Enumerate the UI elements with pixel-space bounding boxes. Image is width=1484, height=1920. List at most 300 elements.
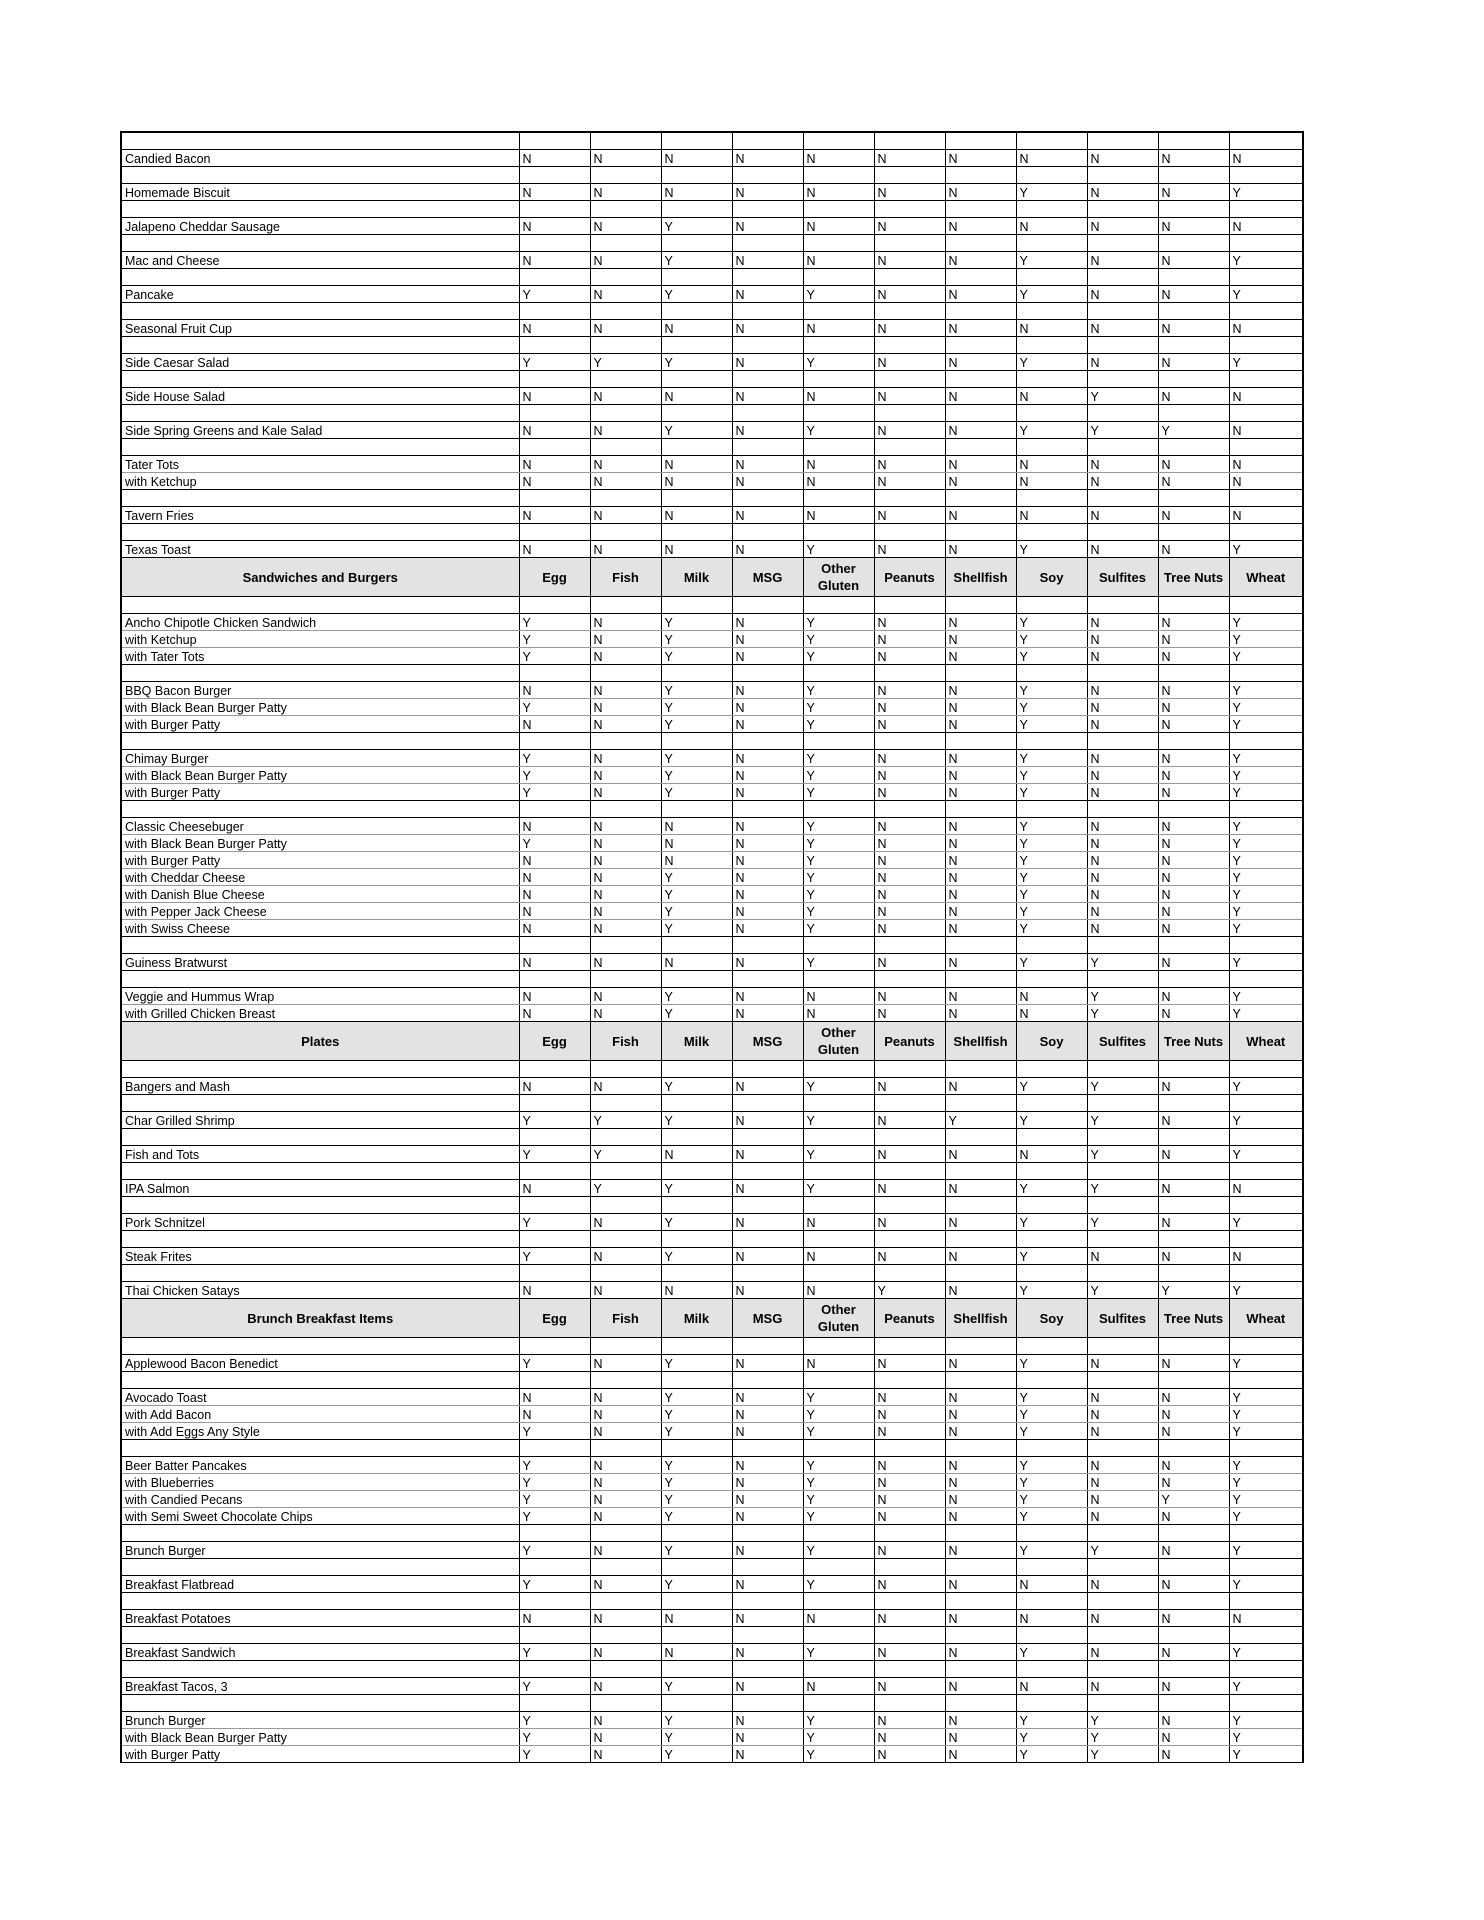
allergen-flag: N xyxy=(590,818,661,835)
allergen-flag: N xyxy=(661,320,732,337)
table-row xyxy=(121,286,1303,303)
spacer-cell xyxy=(874,167,945,184)
allergen-flag: N xyxy=(945,648,1016,665)
spacer-cell xyxy=(661,1265,732,1282)
spacer-cell xyxy=(945,167,1016,184)
allergen-flag: N xyxy=(874,767,945,784)
allergen-flag: N xyxy=(945,507,1016,524)
allergen-flag: Y xyxy=(661,903,732,920)
allergen-flag: N xyxy=(1158,541,1229,558)
spacer-cell xyxy=(590,937,661,954)
allergen-flag: N xyxy=(590,320,661,337)
spacer-cell xyxy=(590,235,661,252)
column-header: Milk xyxy=(661,1022,732,1061)
allergen-flag: N xyxy=(519,507,590,524)
allergen-flag: N xyxy=(945,286,1016,303)
allergen-flag: N xyxy=(945,456,1016,473)
spacer-cell xyxy=(661,801,732,818)
allergen-flag: N xyxy=(803,252,874,269)
allergen-flag: N xyxy=(874,852,945,869)
allergen-flag: N xyxy=(590,920,661,937)
allergen-flag: N xyxy=(945,1406,1016,1423)
allergen-flag: Y xyxy=(1087,1078,1158,1095)
allergen-flag: N xyxy=(1087,541,1158,558)
spacer-row xyxy=(121,1661,1303,1678)
allergen-flag: Y xyxy=(1229,1644,1303,1661)
spacer-cell xyxy=(519,1095,590,1112)
column-header: MSG xyxy=(732,558,803,597)
table-row xyxy=(121,835,1303,852)
spacer-cell xyxy=(661,1593,732,1610)
spacer-cell xyxy=(519,665,590,682)
allergen-flag: N xyxy=(1087,1248,1158,1265)
allergen-flag: N xyxy=(874,1423,945,1440)
allergen-flag: N xyxy=(732,1406,803,1423)
allergen-flag: Y xyxy=(1229,1355,1303,1372)
spacer-cell xyxy=(732,801,803,818)
column-header: Peanuts xyxy=(874,558,945,597)
spacer-cell xyxy=(803,235,874,252)
allergen-flag: N xyxy=(590,1542,661,1559)
spacer-cell xyxy=(945,303,1016,320)
allergen-flag: N xyxy=(1087,750,1158,767)
allergen-flag: N xyxy=(1158,614,1229,631)
allergen-flag: Y xyxy=(1229,1457,1303,1474)
allergen-flag: N xyxy=(1158,682,1229,699)
item-name: Texas Toast xyxy=(121,541,519,558)
allergen-flag: N xyxy=(1087,699,1158,716)
spacer-cell xyxy=(1016,337,1087,354)
spacer-cell xyxy=(590,524,661,541)
spacer-cell xyxy=(732,269,803,286)
spacer-cell xyxy=(519,1061,590,1078)
allergen-flag: N xyxy=(945,1214,1016,1231)
spacer-cell xyxy=(803,1695,874,1712)
allergen-flag: N xyxy=(1229,507,1303,524)
spacer-cell xyxy=(1016,971,1087,988)
allergen-flag: Y xyxy=(1016,1491,1087,1508)
allergen-flag: N xyxy=(519,988,590,1005)
allergen-flag: N xyxy=(1229,422,1303,439)
spacer-cell xyxy=(732,1661,803,1678)
spacer-cell xyxy=(661,1338,732,1355)
allergen-flag: N xyxy=(1087,507,1158,524)
spacer-cell xyxy=(661,1627,732,1644)
allergen-flag: N xyxy=(590,184,661,201)
allergen-flag: Y xyxy=(1087,1712,1158,1729)
table-row xyxy=(121,422,1303,439)
spacer-cell xyxy=(121,597,519,614)
allergen-flag: Y xyxy=(661,1474,732,1491)
allergen-flag: Y xyxy=(519,1423,590,1440)
allergen-flag: N xyxy=(661,184,732,201)
allergen-flag: N xyxy=(1158,1214,1229,1231)
spacer-cell xyxy=(874,665,945,682)
spacer-cell xyxy=(1087,971,1158,988)
column-header: Soy xyxy=(1016,558,1087,597)
spacer-cell xyxy=(732,405,803,422)
allergen-flag: Y xyxy=(519,1355,590,1372)
spacer-cell xyxy=(1016,1163,1087,1180)
allergen-flag: N xyxy=(590,1078,661,1095)
allergen-flag: Y xyxy=(803,835,874,852)
allergen-flag: N xyxy=(803,150,874,167)
spacer-cell xyxy=(803,733,874,750)
spacer-cell xyxy=(121,1061,519,1078)
spacer-cell xyxy=(1016,1197,1087,1214)
spacer-cell xyxy=(1016,1525,1087,1542)
spacer-cell xyxy=(874,971,945,988)
spacer-cell xyxy=(590,132,661,150)
spacer-cell xyxy=(732,1265,803,1282)
allergen-flag: N xyxy=(732,1146,803,1163)
allergen-flag: N xyxy=(732,1508,803,1525)
allergen-flag: N xyxy=(1016,988,1087,1005)
spacer-cell xyxy=(519,371,590,388)
table-row xyxy=(121,920,1303,937)
allergen-flag: N xyxy=(661,835,732,852)
allergen-flag: Y xyxy=(661,422,732,439)
allergen-flag: Y xyxy=(661,1112,732,1129)
spacer-cell xyxy=(661,269,732,286)
spacer-cell xyxy=(121,439,519,456)
allergen-flag: Y xyxy=(1087,1005,1158,1022)
spacer-cell xyxy=(121,1372,519,1389)
allergen-flag: N xyxy=(590,750,661,767)
allergen-flag: N xyxy=(945,252,1016,269)
spacer-cell xyxy=(874,1129,945,1146)
allergen-flag: N xyxy=(1158,784,1229,801)
spacer-cell xyxy=(1229,524,1303,541)
allergen-flag: N xyxy=(1087,1474,1158,1491)
spacer-cell xyxy=(1229,1163,1303,1180)
spacer-cell xyxy=(1016,303,1087,320)
spacer-cell xyxy=(661,665,732,682)
spacer-cell xyxy=(874,524,945,541)
spacer-cell xyxy=(519,1627,590,1644)
allergen-flag: N xyxy=(732,920,803,937)
allergen-flag: Y xyxy=(661,1423,732,1440)
item-name: Breakfast Tacos, 3 xyxy=(121,1678,519,1695)
spacer-cell xyxy=(1229,1627,1303,1644)
table-row xyxy=(121,320,1303,337)
allergen-flag: N xyxy=(732,954,803,971)
spacer-cell xyxy=(1158,1372,1229,1389)
allergen-flag: N xyxy=(945,1457,1016,1474)
allergen-flag: Y xyxy=(661,1712,732,1729)
allergen-flag: N xyxy=(732,1644,803,1661)
column-header: Shellfish xyxy=(945,558,1016,597)
spacer-row xyxy=(121,1095,1303,1112)
allergen-flag: N xyxy=(732,1355,803,1372)
spacer-cell xyxy=(590,597,661,614)
allergen-flag: Y xyxy=(803,1542,874,1559)
spacer-cell xyxy=(1229,201,1303,218)
spacer-cell xyxy=(874,1440,945,1457)
allergen-flag: N xyxy=(590,1355,661,1372)
spacer-cell xyxy=(1158,1231,1229,1248)
allergen-flag: Y xyxy=(661,886,732,903)
spacer-cell xyxy=(874,1095,945,1112)
allergen-flag: N xyxy=(732,286,803,303)
table-row xyxy=(121,150,1303,167)
spacer-cell xyxy=(732,1163,803,1180)
allergen-flag: N xyxy=(1087,869,1158,886)
allergen-flag: N xyxy=(590,699,661,716)
spacer-row xyxy=(121,1440,1303,1457)
spacer-cell xyxy=(661,235,732,252)
spacer-cell xyxy=(1158,733,1229,750)
spacer-cell xyxy=(661,1095,732,1112)
spacer-cell xyxy=(519,1593,590,1610)
spacer-cell xyxy=(803,1627,874,1644)
allergen-flag: N xyxy=(732,869,803,886)
table-row xyxy=(121,886,1303,903)
spacer-cell xyxy=(1087,167,1158,184)
allergen-flag: N xyxy=(1158,1712,1229,1729)
allergen-flag: N xyxy=(732,648,803,665)
allergen-flag: N xyxy=(732,750,803,767)
allergen-flag: N xyxy=(590,1474,661,1491)
spacer-row xyxy=(121,1372,1303,1389)
allergen-flag: Y xyxy=(803,852,874,869)
allergen-flag: Y xyxy=(1229,631,1303,648)
allergen-flag: Y xyxy=(803,1474,874,1491)
allergen-flag: Y xyxy=(590,1180,661,1197)
item-name: IPA Salmon xyxy=(121,1180,519,1197)
spacer-cell xyxy=(803,303,874,320)
spacer-cell xyxy=(945,439,1016,456)
spacer-cell xyxy=(519,801,590,818)
item-name: with Burger Patty xyxy=(121,852,519,869)
item-name: with Tater Tots xyxy=(121,648,519,665)
item-name: with Burger Patty xyxy=(121,716,519,733)
spacer-cell xyxy=(121,971,519,988)
allergen-flag: N xyxy=(732,1491,803,1508)
allergen-flag: N xyxy=(1016,388,1087,405)
section-title: Plates xyxy=(121,1022,519,1061)
allergen-flag: N xyxy=(1158,320,1229,337)
allergen-flag: N xyxy=(1087,1508,1158,1525)
table-row xyxy=(121,1610,1303,1627)
spacer-cell xyxy=(1087,1593,1158,1610)
item-name: Pancake xyxy=(121,286,519,303)
spacer-cell xyxy=(1229,132,1303,150)
spacer-cell xyxy=(732,1559,803,1576)
allergen-flag: Y xyxy=(661,1457,732,1474)
table-row xyxy=(121,750,1303,767)
allergen-flag: Y xyxy=(519,1678,590,1695)
spacer-cell xyxy=(1229,1095,1303,1112)
allergen-flag: Y xyxy=(1016,1457,1087,1474)
column-header: Peanuts xyxy=(874,1299,945,1338)
spacer-cell xyxy=(945,1265,1016,1282)
allergen-flag: N xyxy=(803,507,874,524)
allergen-flag: N xyxy=(590,1423,661,1440)
spacer-cell xyxy=(1229,269,1303,286)
allergen-flag: Y xyxy=(519,1457,590,1474)
item-name: with Grilled Chicken Breast xyxy=(121,1005,519,1022)
allergen-flag: Y xyxy=(1229,1576,1303,1593)
spacer-cell xyxy=(1158,235,1229,252)
spacer-cell xyxy=(1087,1525,1158,1542)
allergen-flag: N xyxy=(874,835,945,852)
allergen-flag: N xyxy=(1158,631,1229,648)
spacer-cell xyxy=(519,1163,590,1180)
spacer-cell xyxy=(121,1265,519,1282)
allergen-flag: Y xyxy=(1229,286,1303,303)
allergen-flag: N xyxy=(1087,1491,1158,1508)
item-name: Steak Frites xyxy=(121,1248,519,1265)
allergen-flag: Y xyxy=(661,648,732,665)
spacer-cell xyxy=(590,1095,661,1112)
spacer-cell xyxy=(732,439,803,456)
spacer-cell xyxy=(121,1231,519,1248)
allergen-flag: N xyxy=(732,1729,803,1746)
spacer-cell xyxy=(519,1231,590,1248)
allergen-flag: Y xyxy=(519,354,590,371)
spacer-row xyxy=(121,490,1303,507)
spacer-row xyxy=(121,597,1303,614)
allergen-flag: N xyxy=(874,920,945,937)
spacer-cell xyxy=(661,337,732,354)
allergen-flag: Y xyxy=(1087,1542,1158,1559)
spacer-row xyxy=(121,201,1303,218)
spacer-cell xyxy=(661,1695,732,1712)
spacer-cell xyxy=(590,1197,661,1214)
allergen-flag: N xyxy=(1158,1746,1229,1763)
item-name: Tater Tots xyxy=(121,456,519,473)
spacer-cell xyxy=(803,1061,874,1078)
section-header-row xyxy=(121,1299,1303,1338)
allergen-flag: Y xyxy=(803,920,874,937)
spacer-cell xyxy=(803,937,874,954)
allergen-flag: N xyxy=(732,1746,803,1763)
allergen-flag: N xyxy=(519,682,590,699)
allergen-flag: N xyxy=(732,852,803,869)
allergen-flag: N xyxy=(732,631,803,648)
spacer-cell xyxy=(519,439,590,456)
allergen-flag: N xyxy=(1158,507,1229,524)
allergen-flag: Y xyxy=(1016,1180,1087,1197)
spacer-cell xyxy=(803,167,874,184)
allergen-flag: N xyxy=(1158,1423,1229,1440)
allergen-flag: Y xyxy=(1229,1406,1303,1423)
allergen-flag: N xyxy=(945,150,1016,167)
allergen-flag: Y xyxy=(661,218,732,235)
table-row xyxy=(121,869,1303,886)
allergen-flag: Y xyxy=(1016,1112,1087,1129)
table-row xyxy=(121,354,1303,371)
allergen-flag: N xyxy=(590,286,661,303)
allergen-flag: Y xyxy=(1016,920,1087,937)
allergen-flag: Y xyxy=(519,631,590,648)
spacer-cell xyxy=(1016,1061,1087,1078)
allergen-flag: N xyxy=(874,1542,945,1559)
spacer-cell xyxy=(1158,1525,1229,1542)
allergen-flag: N xyxy=(590,507,661,524)
item-name: Brunch Burger xyxy=(121,1712,519,1729)
allergen-flag: N xyxy=(519,954,590,971)
spacer-cell xyxy=(1229,490,1303,507)
spacer-cell xyxy=(1158,132,1229,150)
spacer-cell xyxy=(121,801,519,818)
spacer-cell xyxy=(1016,1593,1087,1610)
allergen-flag: Y xyxy=(1087,388,1158,405)
table-row xyxy=(121,1746,1303,1763)
allergen-table xyxy=(120,131,1304,1763)
spacer-cell xyxy=(874,371,945,388)
table-row xyxy=(121,1406,1303,1423)
allergen-flag: N xyxy=(1087,648,1158,665)
allergen-flag: Y xyxy=(519,648,590,665)
allergen-flag: N xyxy=(1158,1389,1229,1406)
item-name: with Semi Sweet Chocolate Chips xyxy=(121,1508,519,1525)
allergen-flag: Y xyxy=(661,920,732,937)
allergen-flag: Y xyxy=(1229,614,1303,631)
allergen-flag: Y xyxy=(874,1282,945,1299)
allergen-flag: Y xyxy=(1229,903,1303,920)
allergen-flag: Y xyxy=(661,699,732,716)
allergen-flag: N xyxy=(590,1678,661,1695)
spacer-cell xyxy=(661,1197,732,1214)
spacer-cell xyxy=(732,1593,803,1610)
spacer-cell xyxy=(1158,971,1229,988)
allergen-flag: N xyxy=(874,1389,945,1406)
spacer-cell xyxy=(590,1265,661,1282)
table-row xyxy=(121,614,1303,631)
allergen-flag: Y xyxy=(1016,184,1087,201)
allergen-flag: N xyxy=(945,835,1016,852)
allergen-flag: Y xyxy=(1016,767,1087,784)
spacer-cell xyxy=(590,201,661,218)
allergen-flag: Y xyxy=(661,767,732,784)
allergen-flag: N xyxy=(732,150,803,167)
spacer-cell xyxy=(1016,1129,1087,1146)
spacer-cell xyxy=(945,1095,1016,1112)
spacer-cell xyxy=(803,490,874,507)
allergen-flag: N xyxy=(945,784,1016,801)
spacer-cell xyxy=(945,201,1016,218)
allergen-flag: N xyxy=(874,818,945,835)
allergen-flag: Y xyxy=(1229,767,1303,784)
allergen-flag: N xyxy=(519,1406,590,1423)
spacer-cell xyxy=(945,1163,1016,1180)
item-name: Mac and Cheese xyxy=(121,252,519,269)
item-name: Breakfast Flatbread xyxy=(121,1576,519,1593)
table-row xyxy=(121,388,1303,405)
table-row xyxy=(121,1457,1303,1474)
table-row xyxy=(121,903,1303,920)
allergen-flag: Y xyxy=(1158,422,1229,439)
allergen-flag: N xyxy=(874,903,945,920)
allergen-flag: Y xyxy=(1016,1746,1087,1763)
allergen-flag: Y xyxy=(661,1491,732,1508)
allergen-flag: N xyxy=(1087,354,1158,371)
allergen-flag: Y xyxy=(803,1457,874,1474)
spacer-cell xyxy=(1016,524,1087,541)
item-name: Jalapeno Cheddar Sausage xyxy=(121,218,519,235)
spacer-row xyxy=(121,1559,1303,1576)
spacer-cell xyxy=(1158,201,1229,218)
spacer-cell xyxy=(590,1661,661,1678)
spacer-cell xyxy=(803,665,874,682)
spacer-cell xyxy=(945,1559,1016,1576)
allergen-flag: N xyxy=(874,1576,945,1593)
allergen-flag: Y xyxy=(803,716,874,733)
allergen-flag: Y xyxy=(1016,1389,1087,1406)
allergen-flag: N xyxy=(874,1146,945,1163)
